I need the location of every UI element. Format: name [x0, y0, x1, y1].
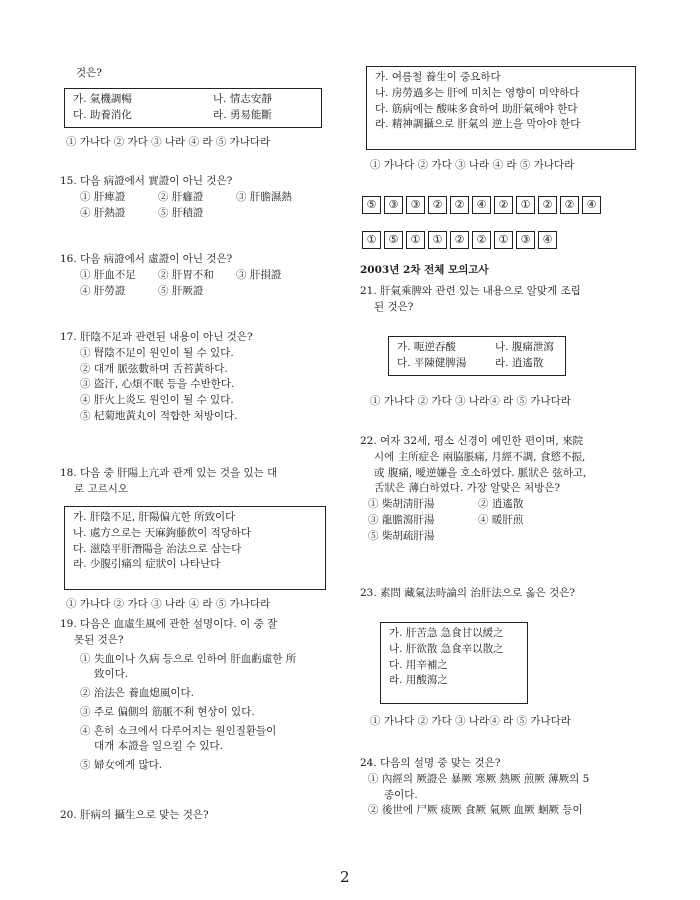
question-15: [60, 174, 345, 221]
page-number: 2: [340, 868, 350, 886]
q24-option: ② 後世에 尸厥 痰厥 食厥 氣厥 血厥 蛔厥 등이: [368, 804, 583, 817]
q20-item: 다. 筋病에는 酸味多食하여 助肝氣해야 한다: [375, 102, 578, 115]
answer-key-cell: ②: [428, 196, 447, 214]
q20-answers: ① 가나다 ② 가다 ③ 나라 ④ 라 ⑤ 가나다라: [370, 159, 575, 171]
q15-option: ④ 肝熱證: [80, 206, 126, 219]
q17-option: ⑤ 杞菊地黃丸이 적합한 처방이다.: [80, 409, 238, 422]
q14-item: 나. 情志安靜: [213, 93, 272, 105]
q21-item: 라. 逍遙散: [495, 356, 544, 369]
q24-option: 종이다.: [384, 788, 418, 801]
q15-option: ② 肝癰證: [158, 190, 204, 203]
q19-option: ③ 주로 偏側의 筋脈不利 현상이 있다.: [80, 705, 255, 718]
q23-item: 가. 肝苦急 急食甘以緩之: [389, 627, 504, 639]
q16-option: ⑤ 肝厥證: [158, 284, 204, 297]
q22-option: ③ 龍膽瀉肝湯: [368, 513, 435, 526]
question-14-tail: [60, 66, 345, 82]
q24-option: ① 內經의 厥證은 暴厥 寒厥 熱厥 煎厥 薄厥의 5: [368, 772, 590, 785]
q22-stem: 시에 主所症은 兩脇脹痛, 月經不調, 食慾不振,: [374, 450, 586, 463]
q22-option: ⑤ 柴胡疏肝湯: [368, 529, 435, 542]
answer-key-cell: ⑤: [384, 231, 403, 249]
q20-item: 가. 여름철 養生이 중요하다: [375, 71, 501, 83]
q14-choice-box: [64, 88, 322, 128]
q18-item: 나. 處方으로는 天麻鉤藤飮이 적당하다: [73, 526, 252, 539]
q21-choice-box: [388, 336, 566, 376]
q18-stem: 18. 다음 중 肝陽上亢과 관계 있는 것을 있는 대: [60, 467, 278, 479]
answer-key-cell: ①: [362, 231, 381, 249]
q23-item: 나. 肝欲散 急食辛以散之: [389, 642, 504, 655]
question-24: [360, 756, 660, 819]
q23-answers: ① 가나다 ② 가다 ③ 나라④ 라 ⑤ 가나다라: [370, 715, 571, 727]
question-21: [360, 284, 660, 316]
answer-key-cell: ①: [428, 231, 447, 249]
q15-option: ③ 肝膽濕熱: [236, 190, 292, 203]
q21-item: 다. 平陳健脾湯: [397, 356, 467, 369]
q22-stem: 或 腹痛, 噯逆嫌을 호소하였다. 脈狀은 弦하고,: [374, 466, 587, 479]
answer-key-cell: ③: [406, 196, 425, 214]
q17-option: ② 대개 脈弦數하며 舌苔黃하다.: [80, 362, 228, 375]
q14-answers: ① 가나다 ② 가다 ③ 나라 ④ 라 ⑤ 가나다라: [66, 136, 271, 148]
q22-option: ④ 暖肝煎: [478, 513, 524, 526]
q18-item: 라. 少腹引痛의 症狀이 나타난다: [73, 558, 221, 571]
q19-option: 致이다.: [94, 668, 129, 681]
answer-key-cell: ①: [516, 196, 535, 214]
q16-option: ① 肝血不足: [80, 268, 136, 281]
q19-stem: 못된 것은?: [74, 633, 124, 646]
answer-key-cell: ③: [384, 196, 403, 214]
question-22: [360, 434, 660, 544]
q18-answers: ① 가나다 ② 가다 ③ 나라 ④ 라 ⑤ 가나다라: [66, 598, 271, 610]
q16-option: ④ 肝勞證: [80, 284, 126, 297]
answer-key-cell: ②: [494, 196, 513, 214]
question-16: [60, 252, 345, 299]
q22-stem: 22. 여자 32세, 평소 신경이 예민한 편이며, 來院: [360, 435, 584, 447]
q14-item: 가. 氣機調暢: [73, 93, 132, 105]
q14-item: 다. 助養消化: [73, 108, 132, 121]
q16-option: ② 肝胃不和: [158, 268, 214, 281]
answer-key-cell: ⑤: [362, 196, 381, 214]
question-19: [60, 617, 345, 774]
q19-option: ② 治法은 養血熄風이다.: [80, 687, 194, 699]
q18-choice-box: [64, 506, 326, 590]
answer-key-cell: ①: [406, 231, 425, 249]
answer-key-cell: ④: [538, 231, 557, 249]
q21-stem: 된 것은?: [374, 300, 414, 313]
q17-option: ③ 盜汗, 心煩不眠 등을 수반한다.: [80, 378, 235, 391]
answer-key-row-2: [362, 231, 557, 249]
q23-item: 다. 用辛補之: [389, 658, 448, 671]
q20-item: 라. 精神調攝으로 肝氣의 逆上을 막아야 한다: [375, 118, 581, 131]
question-17: [60, 330, 345, 425]
q24-stem: 24. 다음의 설명 중 맞는 것은?: [360, 757, 501, 769]
q21-item: 가. 呃逆吞酸: [397, 341, 456, 353]
answer-key-cell: ④: [582, 196, 601, 214]
q19-option: ⑤ 婦女에게 많다.: [80, 759, 163, 771]
answer-key-cell: ②: [450, 231, 469, 249]
q14-item: 라. 勇易能斷: [213, 108, 272, 121]
answer-key-cell: ④: [472, 196, 491, 214]
q19-stem: 19. 다음은 血虛生風에 관한 설명이다. 이 중 잘: [60, 618, 278, 630]
q20-stem: 20. 肝病의 攝生으로 맞는 것은?: [60, 809, 209, 821]
q19-option: 대개 本證을 일으킬 수 있다.: [94, 740, 223, 753]
answer-key-cell: ②: [472, 231, 491, 249]
q21-item: 나. 腹痛泄瀉: [495, 341, 554, 353]
q18-item: 가. 肝陰不足, 肝陽偏亢한 所致이다: [73, 511, 236, 523]
q15-option: ⑤ 肝積證: [158, 206, 204, 219]
q22-stem: 舌狀은 薄白하였다. 가장 알맞은 처방은?: [374, 482, 561, 495]
q21-stem: 21. 肝氣乘脾와 관련 있는 내용으로 알맞게 조립: [360, 285, 581, 297]
section-heading: 2003년 2차 전체 모의고사: [360, 264, 489, 276]
q16-option: ③ 肝損證: [236, 268, 282, 281]
q15-stem: 15. 다음 病證에서 實證이 아닌 것은?: [60, 175, 233, 187]
q16-stem: 16. 다음 病證에서 虛證이 아닌 것은?: [60, 253, 233, 265]
question-18: [60, 466, 345, 498]
q14-stem-tail: 것은?: [76, 67, 102, 79]
answer-key-cell: ②: [560, 196, 579, 214]
q20-item: 나. 房勞過多는 肝에 미치는 영향이 미약하다: [375, 86, 580, 99]
q19-option: ④ 흔히 쇼크에서 다루어지는 원인질환들이: [80, 724, 277, 737]
q23-item: 라. 用酸瀉之: [389, 674, 448, 687]
q17-stem: 17. 肝陰不足과 관련된 내용이 아닌 것은?: [60, 331, 253, 343]
answer-key-cell: ②: [450, 196, 469, 214]
q22-option: ① 柴胡淸肝湯: [368, 498, 435, 510]
answer-key-row-1: [362, 196, 601, 214]
q17-option: ④ 肝火上炎도 원인이 될 수 있다.: [80, 394, 234, 406]
q21-answers: ① 가나다 ② 가다 ③ 나라④ 라 ⑤ 가나다라: [370, 395, 571, 407]
answer-key-cell: ②: [538, 196, 557, 214]
q23-choice-box: [380, 622, 528, 704]
q22-option: ② 逍遙散: [478, 498, 524, 510]
answer-key-cell: ③: [516, 231, 535, 249]
q20-choice-box: [366, 66, 636, 150]
answer-key-cell: ①: [494, 231, 513, 249]
q15-option: ① 肝痺證: [80, 190, 126, 203]
q19-option: ① 失血이나 久病 등으로 인하여 肝血虧虛한 所: [80, 652, 297, 665]
q17-option: ① 腎陰不足이 원인이 될 수 있다.: [80, 346, 234, 359]
q23-stem: 23. 素問 藏氣法時論의 治肝法으로 옳은 것은?: [360, 587, 576, 599]
q18-stem: 로 고르시오: [74, 482, 129, 495]
q18-item: 다. 滋陰平肝潛陽을 治法으로 삼는다: [73, 542, 242, 555]
